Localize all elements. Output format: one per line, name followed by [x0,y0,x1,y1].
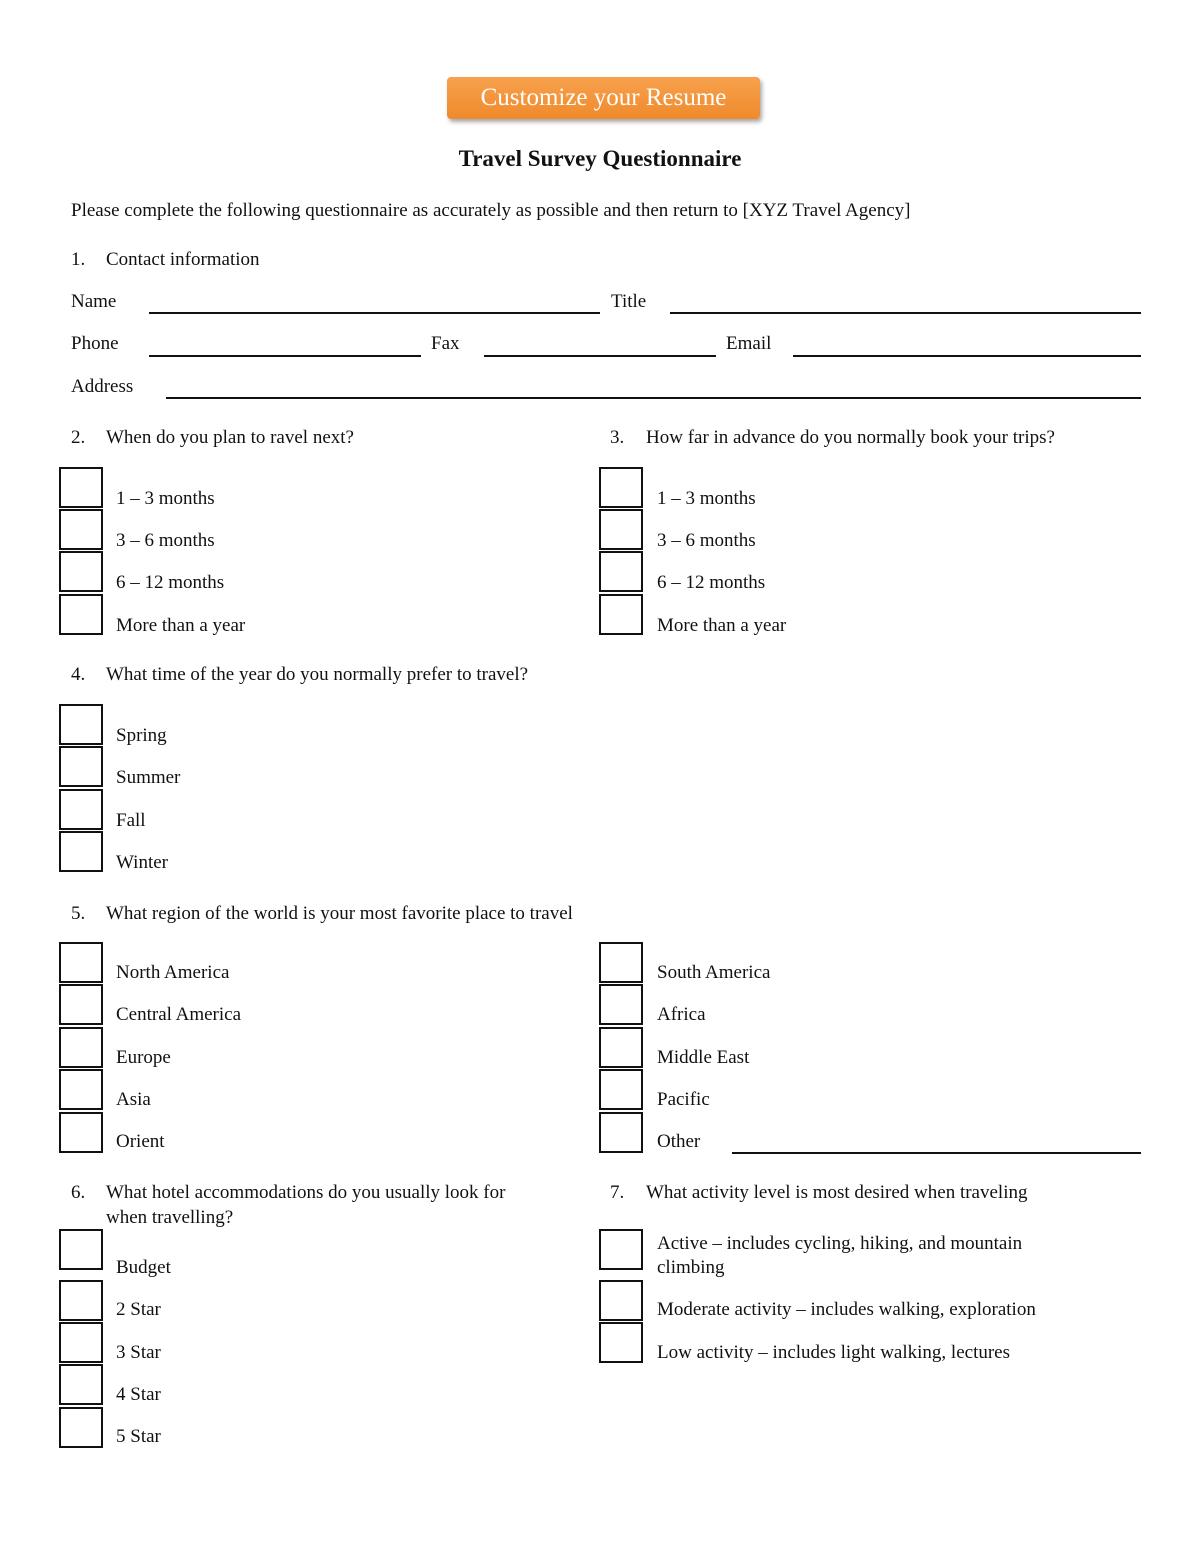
fax-label: Fax [431,333,460,354]
q2-checkbox[interactable] [59,509,103,550]
name-label: Name [71,291,117,312]
q6-label-line2: when travelling? [106,1207,234,1228]
q3-checkbox[interactable] [599,467,643,508]
q5-checkbox[interactable] [599,1027,643,1068]
q5-checkbox[interactable] [599,1069,643,1110]
q4-checkbox[interactable] [59,704,103,745]
q5-option-label: Middle East [657,1047,750,1068]
q5-option-label: Africa [657,1004,706,1025]
q6-option-label: 3 Star [116,1342,161,1363]
q3-label: How far in advance do you normally book your trips? [646,427,1055,448]
q3-checkbox[interactable] [599,594,643,635]
q7-checkbox[interactable] [599,1280,643,1321]
q3-number: 3. [610,427,625,448]
q7-number: 7. [610,1182,625,1203]
page-title: Travel Survey Questionnaire [458,146,742,171]
intro-text: Please complete the following questionnaire as accurately as possible and then return to [XYZ Travel Agency] [71,200,911,221]
q3-option-label: 6 – 12 months [657,572,766,593]
q4-checkbox[interactable] [59,789,103,830]
q7-checkbox[interactable] [599,1229,643,1270]
q4-option-label: Winter [116,852,168,873]
q5-option-label: Europe [116,1047,171,1068]
q2-number: 2. [71,427,86,448]
other-region-field[interactable] [732,1152,1141,1154]
q5-option-label: South America [657,962,771,983]
address-field[interactable] [166,397,1141,399]
q4-option-label: Spring [116,725,167,746]
q5-checkbox[interactable] [59,1027,103,1068]
q5-option-label: Pacific [657,1089,710,1110]
q1-number: 1. [71,249,86,270]
q7-option-label: Moderate activity – includes walking, exploration [657,1299,1036,1320]
customize-resume-button[interactable]: Customize your Resume [447,77,760,119]
q2-option-label: More than a year [116,615,246,636]
phone-label: Phone [71,333,119,354]
q2-label: When do you plan to ravel next? [106,427,354,448]
email-field[interactable] [793,355,1141,357]
q6-option-label: 5 Star [116,1426,161,1447]
q5-option-label: Other [657,1131,701,1152]
q3-option-label: More than a year [657,615,787,636]
title-field[interactable] [670,312,1141,314]
q5-label: What region of the world is your most favorite place to travel [106,903,573,924]
q4-number: 4. [71,664,86,685]
q2-checkbox[interactable] [59,551,103,592]
q3-option-label: 1 – 3 months [657,488,756,509]
q5-checkbox[interactable] [599,1112,643,1153]
q3-option-label: 3 – 6 months [657,530,756,551]
q5-checkbox[interactable] [59,984,103,1025]
q5-checkbox[interactable] [59,1069,103,1110]
q4-option-label: Fall [116,810,146,831]
q4-option-label: Summer [116,767,181,788]
q6-checkbox[interactable] [59,1364,103,1405]
q2-option-label: 3 – 6 months [116,530,215,551]
title-label: Title [611,291,647,312]
q5-number: 5. [71,903,86,924]
q6-checkbox[interactable] [59,1322,103,1363]
q5-checkbox[interactable] [59,1112,103,1153]
q1-label: Contact information [106,249,260,270]
q6-option-label: 2 Star [116,1299,161,1320]
q3-checkbox[interactable] [599,551,643,592]
q5-option-label: Central America [116,1004,242,1025]
q5-checkbox[interactable] [599,942,643,983]
q7-option-label-cont: climbing [657,1257,725,1278]
q2-option-label: 6 – 12 months [116,572,225,593]
email-label: Email [726,333,772,354]
q7-checkbox[interactable] [599,1322,643,1363]
fax-field[interactable] [484,355,716,357]
q5-option-label: North America [116,962,230,983]
q4-label: What time of the year do you normally prefer to travel? [106,664,529,685]
q5-option-label: Orient [116,1131,165,1152]
q7-label: What activity level is most desired when traveling [646,1182,1028,1203]
q3-checkbox[interactable] [599,509,643,550]
q4-checkbox[interactable] [59,831,103,872]
address-label: Address [71,376,134,397]
q2-option-label: 1 – 3 months [116,488,215,509]
q7-option-label: Low activity – includes light walking, lectures [657,1342,1011,1363]
q2-checkbox[interactable] [59,594,103,635]
phone-field[interactable] [149,355,421,357]
q6-checkbox[interactable] [59,1280,103,1321]
q6-label-line1: What hotel accommodations do you usually look for [106,1182,506,1203]
q5-checkbox[interactable] [59,942,103,983]
q6-checkbox[interactable] [59,1229,103,1270]
q4-checkbox[interactable] [59,746,103,787]
q6-checkbox[interactable] [59,1407,103,1448]
q5-option-label: Asia [116,1089,151,1110]
q5-checkbox[interactable] [599,984,643,1025]
q6-option-label: Budget [116,1257,171,1278]
q2-checkbox[interactable] [59,467,103,508]
q7-option-label: Active – includes cycling, hiking, and mountain [657,1233,1023,1254]
name-field[interactable] [149,312,600,314]
q6-number: 6. [71,1182,86,1203]
q6-option-label: 4 Star [116,1384,161,1405]
